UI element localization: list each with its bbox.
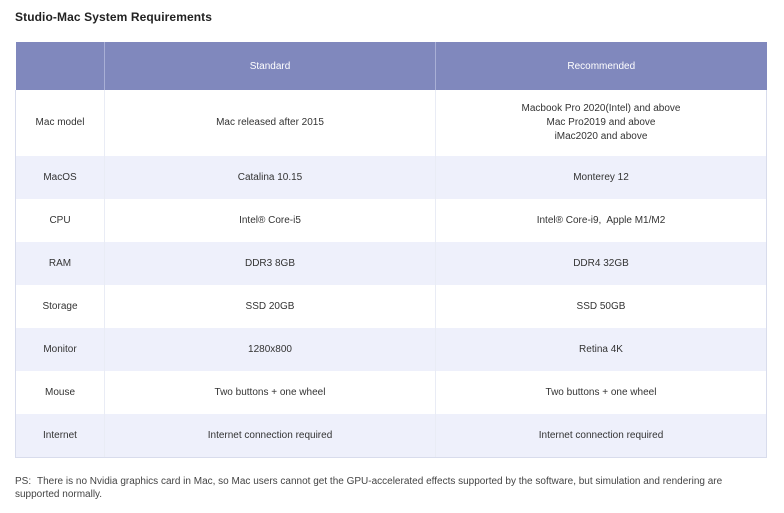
recommended-line: Mac Pro2019 and above [546, 117, 656, 128]
row-label: Mac model [16, 90, 105, 156]
standard-value: Mac released after 2015 [105, 90, 436, 156]
recommended-line: iMac2020 and above [554, 131, 648, 142]
standard-value: Internet connection required [105, 414, 436, 458]
standard-value: 1280x800 [105, 328, 436, 371]
header-corner [16, 42, 105, 90]
table-row-storage [16, 285, 767, 328]
recommended-value: Internet connection required [436, 414, 767, 458]
standard-value: Catalina 10.15 [105, 156, 436, 199]
row-label: CPU [16, 199, 105, 242]
table-row-internet [16, 414, 767, 458]
table-header-row [16, 42, 767, 90]
header-standard: Standard [105, 42, 436, 90]
standard-value: DDR3 8GB [105, 242, 436, 285]
footnote [15, 475, 765, 501]
recommended-value: Retina 4K [436, 328, 767, 371]
recommended-value: Monterey 12 [436, 156, 767, 199]
recommended-value: SSD 50GB [436, 285, 767, 328]
recommended-line: Macbook Pro 2020(Intel) and above [521, 103, 681, 114]
row-label: MacOS [16, 156, 105, 199]
table-row-monitor [16, 328, 767, 371]
table-row-macos [16, 156, 767, 199]
table-row-ram [16, 242, 767, 285]
recommended-value: DDR4 32GB [436, 242, 767, 285]
standard-value: SSD 20GB [105, 285, 436, 328]
table-row-mac-model [16, 90, 767, 156]
recommended-value [436, 90, 767, 156]
row-label: Storage [16, 285, 105, 328]
row-label: Mouse [16, 371, 105, 414]
row-label: Internet [16, 414, 105, 458]
header-recommended: Recommended [436, 42, 767, 90]
row-label: Monitor [16, 328, 105, 371]
footnote-text: There is no Nvidia graphics card in Mac, so Mac users cannot get the GPU-accelerated effects supported by the software, but simulation and rendering are supported normally. [15, 476, 723, 500]
standard-value: Intel® Core-i5 [105, 199, 436, 242]
footnote-prefix: PS: [15, 476, 32, 487]
recommended-value: Intel® Core-i9, Apple M1/M2 [436, 199, 767, 242]
standard-value: Two buttons + one wheel [105, 371, 436, 414]
requirements-table [15, 42, 767, 458]
table-row-cpu [16, 199, 767, 242]
page-title: Studio-Mac System Requirements [15, 10, 213, 24]
table-row-mouse [16, 371, 767, 414]
recommended-value: Two buttons + one wheel [436, 371, 767, 414]
row-label: RAM [16, 242, 105, 285]
